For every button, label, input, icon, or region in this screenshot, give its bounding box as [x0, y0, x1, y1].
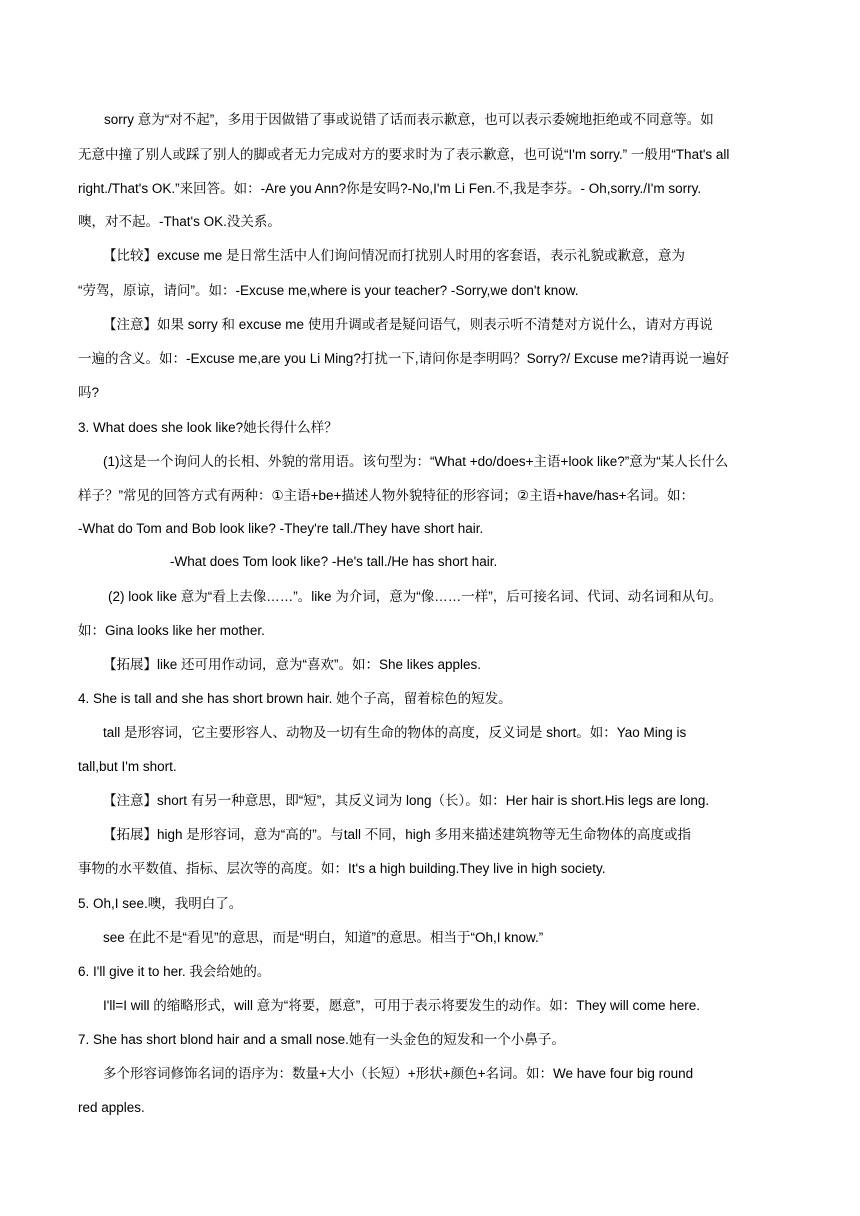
text-line: 【拓展】high 是形容词，意为“高的”。与tall 不同，high 多用来描述建筑物等无生命物体的高度或指	[103, 827, 692, 842]
text-line: 吗?	[78, 385, 100, 400]
text-line: tall 是形容词，它主要形容人、动物及一切有生命的物体的高度，反义词是 short。如：Yao Ming is	[103, 725, 687, 740]
text-line: -What does Tom look like? -He's tall./He has short hair.	[170, 554, 498, 569]
text-line: (2) look like 意为“看上去像……”。like 为介词，意为“像……一样”，后可接名词、代词、动名词和从句。	[108, 589, 723, 604]
heading-6: 6. I'll give it to her. 我会给她的。	[78, 964, 271, 979]
text-line: see 在此不是“看见”的意思，而是“明白，知道”的意思。相当于“Oh,I know.”	[103, 930, 544, 945]
text-line: 一遍的含义。如：-Excuse me,are you Li Ming?打扰一下,请问你是李明吗？Sorry?/ Excuse me?请再说一遍好	[78, 351, 730, 366]
text-line: (1)这是一个询问人的长相、外貌的常用语。该句型为：“What +do/does+主语+look like?”意为“某人长什么	[103, 454, 729, 469]
text-line: tall,but I'm short.	[78, 759, 177, 774]
text-line: “劳驾，原谅，请问”。如：-Excuse me,where is your teacher? -Sorry,we don't know.	[78, 283, 579, 298]
text-line: I'll=I will 的缩略形式，will 意为“将要，愿意”，可用于表示将要发生的动作。如：They will come here.	[103, 998, 700, 1013]
text-line: 样子？”常见的回答方式有两种：①主语+be+描述人物外貌特征的形容词；②主语+have/has+名词。如：	[78, 488, 695, 503]
text-line: right./That's OK.”来回答。如：-Are you Ann?你是安吗?-No,I'm Li Fen.不,我是李芬。- Oh,sorry./I'm sorry.	[78, 181, 702, 196]
text-line: red apples.	[78, 1100, 145, 1115]
text-line: 【注意】short 有另一种意思，即“短”，其反义词为 long（长）。如：Her hair is short.His legs are long.	[103, 793, 710, 808]
text-line: sorry 意为“对不起”，多用于因做错了事或说错了话而表示歉意，也可以表示委婉地拒绝或不同意等。如	[104, 112, 714, 127]
text-line: 无意中撞了别人或踩了别人的脚或者无力完成对方的要求时为了表示歉意，也可说“I'm sorry.” 一般用“That's all	[78, 147, 730, 162]
text-line: 多个形容词修饰名词的语序为：数量+大小（长短）+形状+颜色+名词。如：We have four big round	[103, 1066, 694, 1081]
heading-4: 4. She is tall and she has short brown hair. 她个子高，留着棕色的短发。	[78, 691, 512, 706]
text-line: -What do Tom and Bob look like? -They're tall./They have short hair.	[78, 521, 484, 536]
text-line: 【比较】excuse me 是日常生活中人们询问情况而打扰别人时用的客套语，表示礼貌或歉意，意为	[103, 248, 686, 263]
text-line: 事物的水平数值、指标、层次等的高度。如：It's a high building.They live in high society.	[78, 861, 606, 876]
text-line: 如：Gina looks like her mother.	[78, 623, 265, 638]
text-line: 噢，对不起。-That's OK.没关系。	[78, 214, 281, 229]
text-line: 【注意】如果 sorry 和 excuse me 使用升调或者是疑问语气，则表示听不清楚对方说什么，请对方再说	[103, 317, 713, 332]
heading-5: 5. Oh,I see.噢，我明白了。	[78, 896, 243, 911]
text-line: 【拓展】like 还可用作动词，意为“喜欢”。如：She likes apples.	[103, 657, 482, 672]
heading-3: 3. What does she look like?她长得什么样？	[78, 420, 338, 435]
heading-7: 7. She has short blond hair and a small nose.她有一头金色的短发和一个小鼻子。	[78, 1032, 565, 1047]
